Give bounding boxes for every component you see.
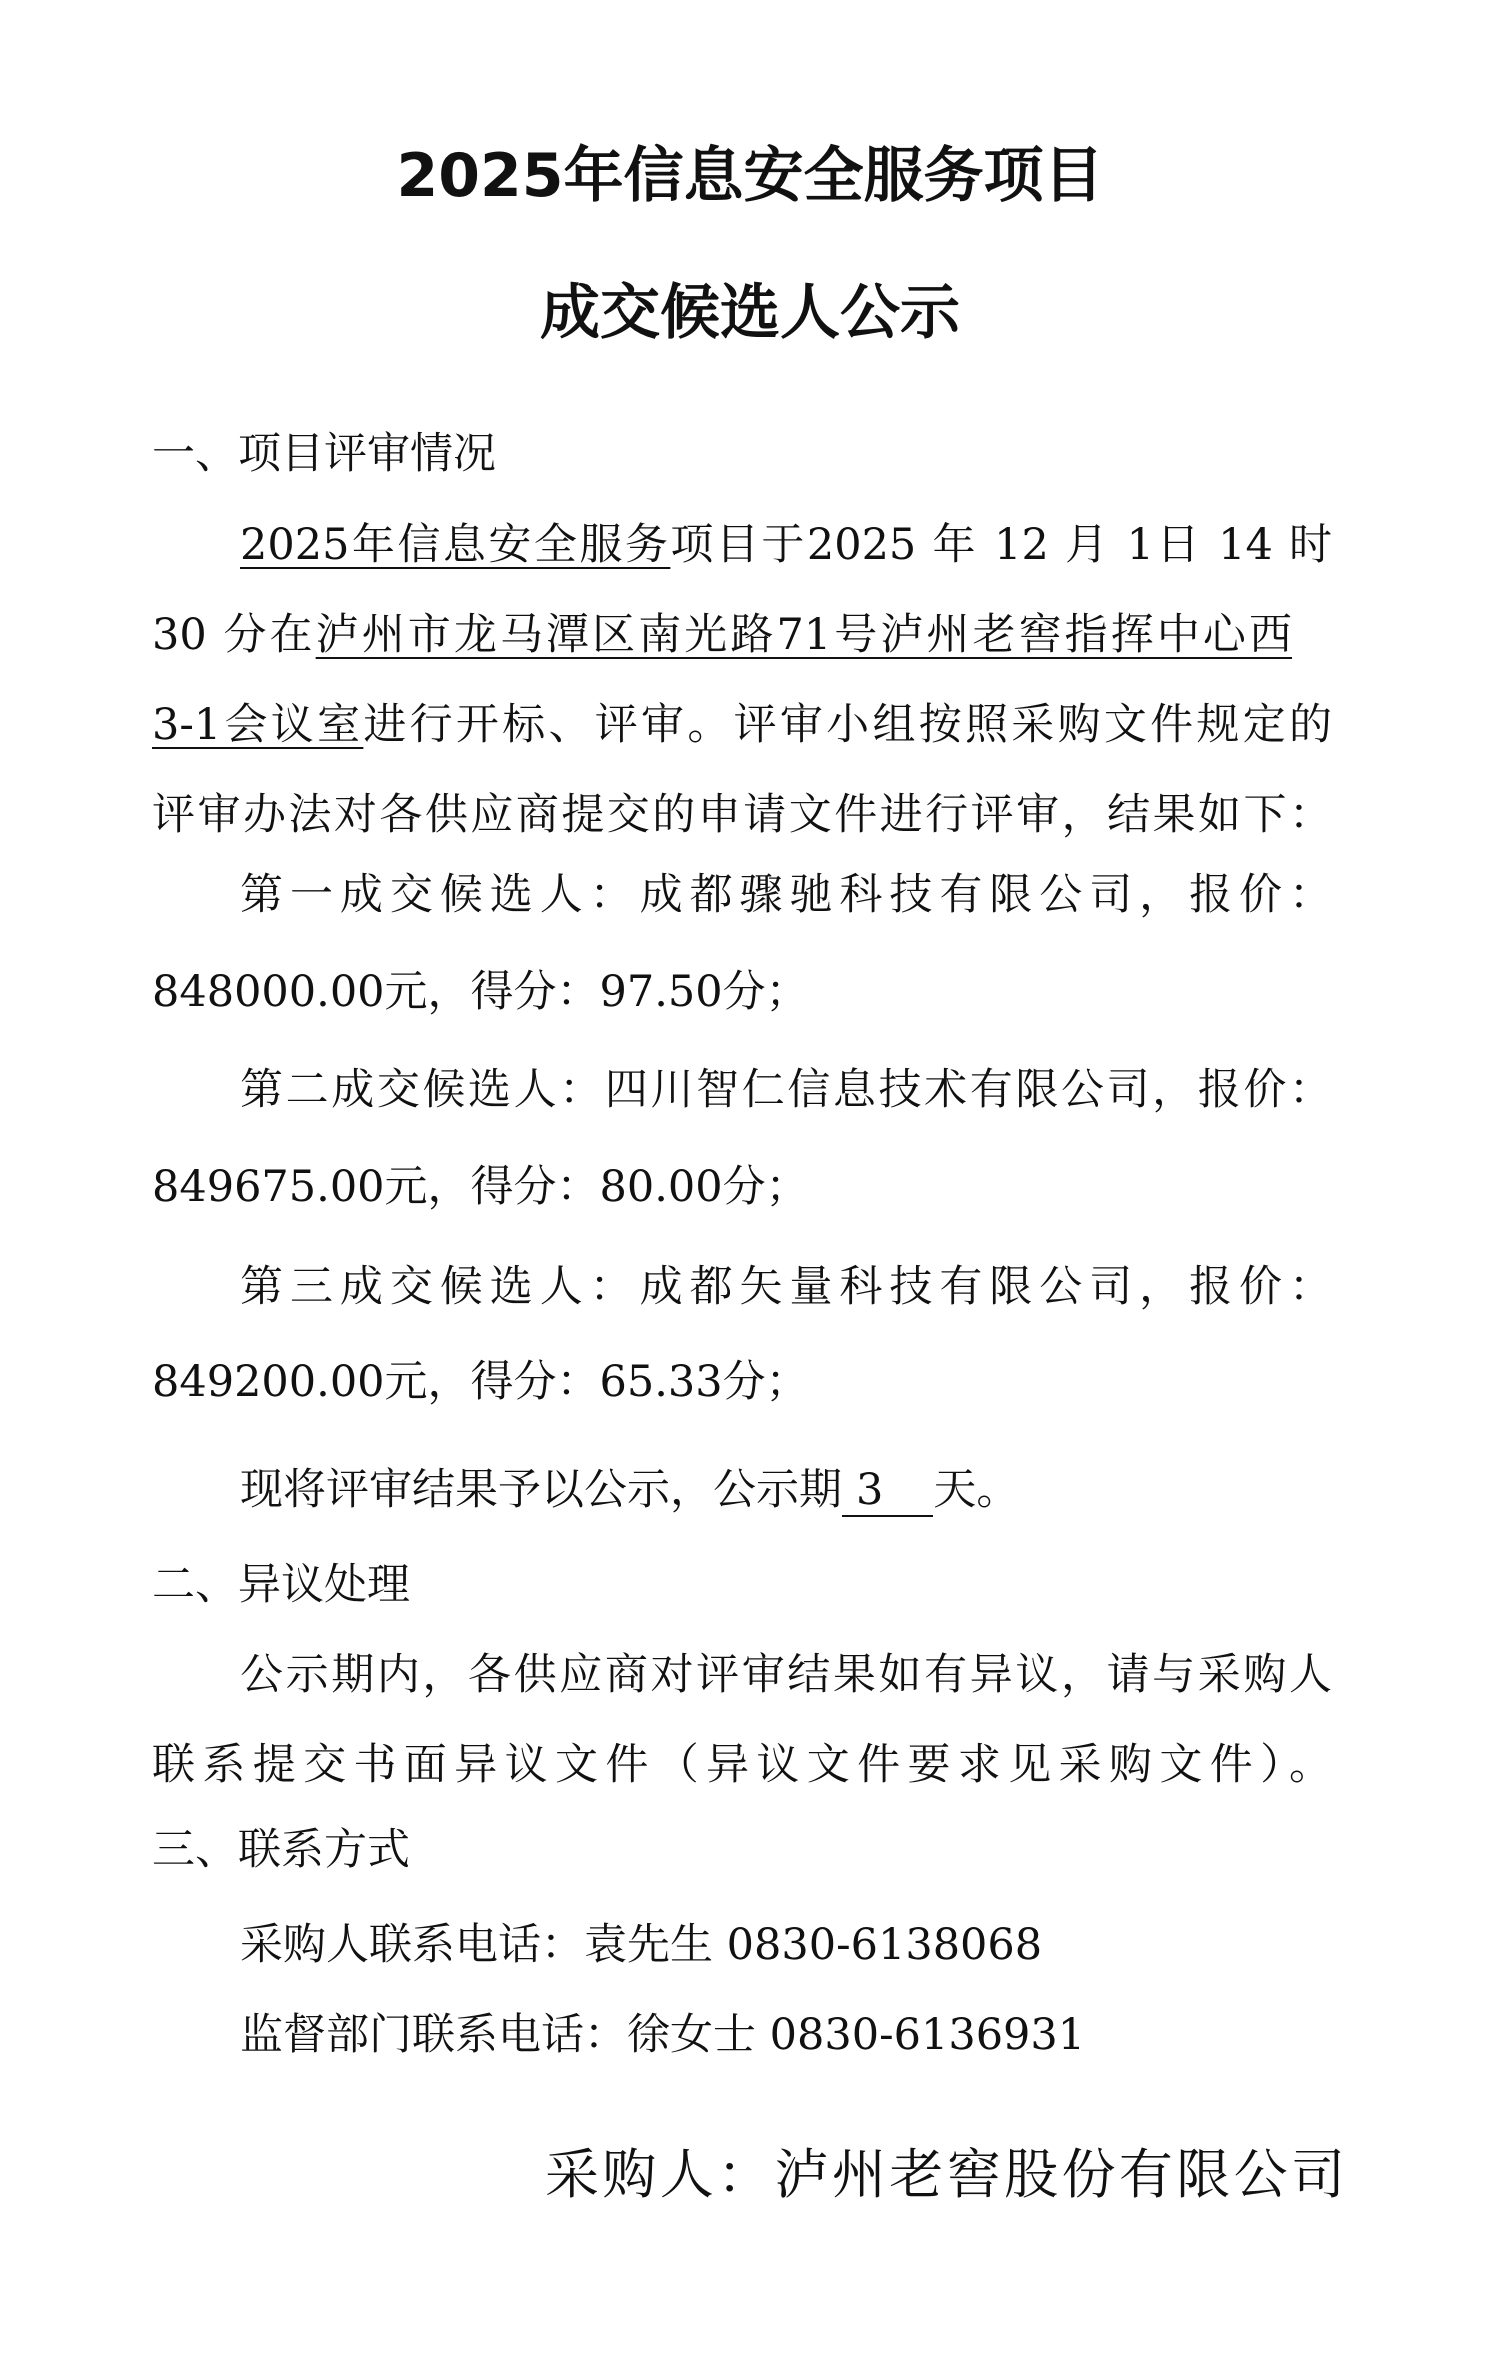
section2-heading: 二、异议处理 — [152, 1560, 410, 1610]
section1-paragraph-line3 — [152, 695, 1332, 755]
candidate-3-line1: 第三成交候选人：成都矢量科技有限公司，报价： — [240, 1262, 1332, 1312]
candidate-2-line1: 第二成交候选人：四川智仁信息技术有限公司，报价： — [240, 1065, 1332, 1115]
publicity-text: 现将评审结果予以公示，公示期 — [240, 1465, 842, 1515]
document-title-line1: 2025年信息安全服务项目 — [396, 141, 1104, 211]
document-title-line2: 成交候选人公示 — [540, 278, 960, 348]
opening-time: 项目于2025 年 12 月 1日 14 时 — [670, 520, 1333, 570]
publicity-unit: 天。 — [933, 1465, 1020, 1515]
publicity-period — [240, 1460, 1019, 1520]
section1-paragraph-line2 — [152, 605, 1292, 665]
candidate-1-line1: 第一成交候选人：成都骤驰科技有限公司，报价： — [240, 870, 1332, 920]
publicity-days: 3 — [842, 1465, 933, 1517]
supervision-contact: 监督部门联系电话：徐女士 0830-6136931 — [240, 2010, 1086, 2060]
purchaser-signature: 采购人：泸州老窖股份有限公司 — [545, 2143, 1345, 2206]
section1-heading: 一、项目评审情况 — [152, 429, 496, 479]
section3-heading: 三、联系方式 — [152, 1825, 410, 1875]
candidate-1-line2: 848000.00元，得分：97.50分； — [152, 967, 809, 1017]
opening-minute: 30 分在 — [152, 610, 316, 660]
opening-location: 泸州市龙马潭区南光路71号泸州老窖指挥中心西 — [315, 610, 1293, 660]
meeting-room: 3-1会议室 — [152, 700, 364, 750]
purchaser-contact: 采购人联系电话：袁先生 0830-6138068 — [240, 1920, 1043, 1970]
section2-line2: 联系提交书面异议文件（异议文件要求见采购文件）。 — [152, 1740, 1332, 1790]
section2-line1: 公示期内，各供应商对评审结果如有异议，请与采购人 — [240, 1650, 1332, 1700]
project-name: 2025年信息安全服务 — [240, 520, 671, 570]
candidate-3-line2: 849200.00元，得分：65.33分； — [152, 1357, 809, 1407]
review-method-text: 进行开标、评审。评审小组按照采购文件规定的 — [363, 700, 1332, 750]
section1-paragraph-line4: 评审办法对各供应商提交的申请文件进行评审，结果如下： — [152, 790, 1332, 840]
candidate-2-line2: 849675.00元，得分：80.00分； — [152, 1162, 809, 1212]
section1-paragraph-line1 — [240, 515, 1332, 575]
